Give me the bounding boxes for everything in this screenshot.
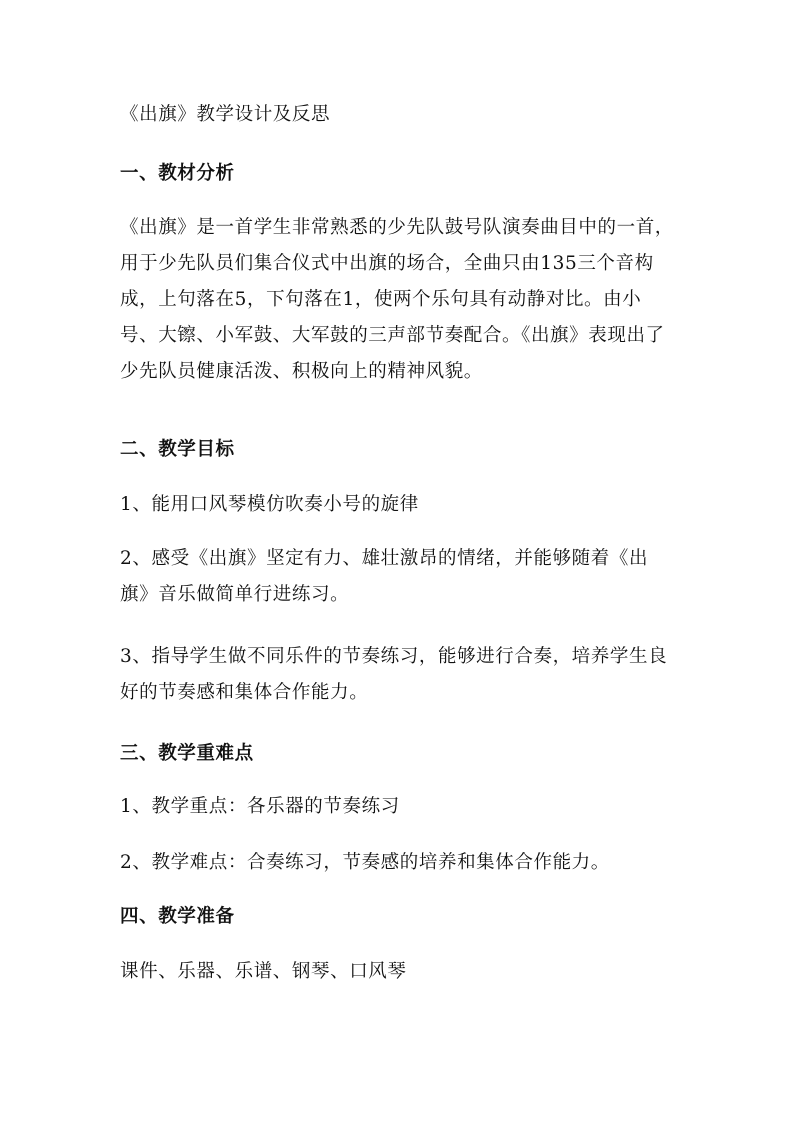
paragraph-preparation: 课件、乐器、乐谱、钢琴、口风琴 [120,961,407,982]
paragraph-objective-1: 1、能用口风琴模仿吹奏小号的旋律 [120,494,419,515]
section-heading-key-points: 三、教学重难点 [120,743,254,764]
section-heading-objectives: 二、教学目标 [120,439,235,460]
paragraph-objective-2: 2、感受《出旗》坚定有力、雄壮激昂的情绪，并能够随着《出旗》音乐做简单行进练习。 [120,548,649,605]
paragraph-objective-3: 3、指导学生做不同乐件的节奏练习，能够进行合奏，培养学生良好的节奏感和集体合作能力。 [120,646,668,703]
paragraph-materials-analysis: 《出旗》是一首学生非常熟悉的少先队鼓号队演奏曲目中的一首，用于少先队员们集合仪式中出旗的场合，全曲只由135三个音构成，上句落在5，下句落在1，使两个乐句具有动静对比。由小号、大镲、小军鼓、大军鼓的三声部节奏配合。《出旗》表现出了少先队员健康活泼、积极向上的精神风貌。 [120,217,674,382]
paragraph-key-point: 1、教学重点：各乐器的节奏练习 [120,796,400,817]
section-heading-preparation: 四、教学准备 [120,906,235,927]
document-title: 《出旗》教学设计及反思 [120,104,331,125]
paragraph-difficult-point: 2、教学难点：合奏练习，节奏感的培养和集体合作能力。 [120,852,610,873]
section-heading-materials: 一、教材分析 [120,163,235,184]
